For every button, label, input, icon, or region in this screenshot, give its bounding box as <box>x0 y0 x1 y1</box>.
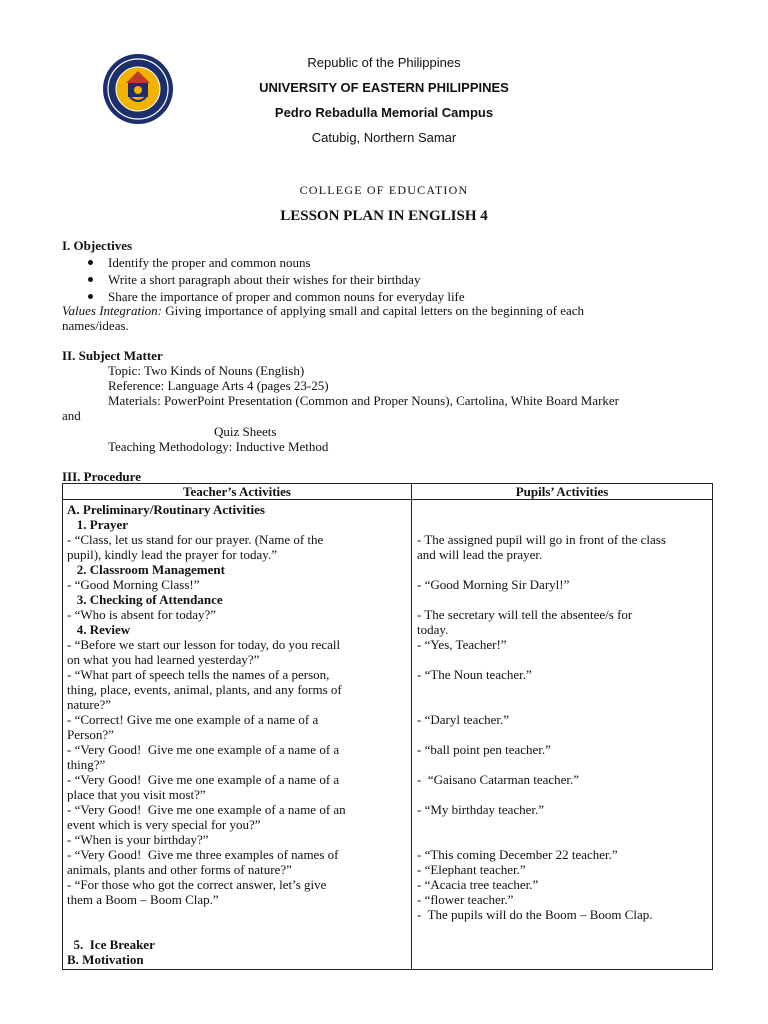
procedure-heading: III. Procedure <box>62 469 141 484</box>
teacher-activity-line: place that you visit most?” <box>67 787 206 802</box>
pupil-activity-line: today. <box>417 622 449 637</box>
pupil-activity-line: - “This coming December 22 teacher.” <box>417 847 618 862</box>
materials-and: and <box>62 408 81 423</box>
pupil-activity-line: - The secretary will tell the absentee/s for <box>417 607 633 622</box>
values-integration: Values Integration: Giving importance of applying small and capital letters on the beginning of each <box>62 303 585 318</box>
materials-quiz-sheets: Quiz Sheets <box>214 424 277 439</box>
lesson-plan-title: LESSON PLAN IN ENGLISH 4 <box>280 208 488 224</box>
campus-location: Catubig, Northern Samar <box>311 130 457 145</box>
teacher-activity-line: - “Good Morning Class!” <box>67 577 200 592</box>
methodology-line: Teaching Methodology: Inductive Method <box>108 439 329 454</box>
teacher-activity-line: event which is very special for you?” <box>67 817 261 832</box>
pupil-activity-line: - “Yes, Teacher!” <box>417 637 507 652</box>
teacher-activity-line: - “Very Good! Give me three examples of names of <box>67 847 339 862</box>
teacher-activity-line: them a Boom – Boom Clap.” <box>67 892 219 907</box>
college-name: COLLEGE OF EDUCATION <box>299 183 469 197</box>
pupil-activity-line: - The pupils will do the Boom – Boom Clap. <box>417 907 653 922</box>
teacher-activity-line: pupil), kindly lead the prayer for today.” <box>67 547 277 562</box>
pupil-activity-line: - “Daryl teacher.” <box>417 712 510 727</box>
subject-matter-heading: II. Subject Matter <box>62 348 163 363</box>
values-integration-cont: names/ideas. <box>62 318 129 333</box>
bullet-icon <box>88 294 93 299</box>
teacher-activity-line: - “Very Good! Give me one example of a name of a <box>67 772 340 787</box>
teacher-activity-line: nature?” <box>67 697 112 712</box>
teacher-activity-line: - “Very Good! Give me one example of a name of a <box>67 742 340 757</box>
campus-name: Pedro Rebadulla Memorial Campus <box>274 105 494 120</box>
teacher-activity-line: - “For those who got the correct answer, let’s give <box>67 877 327 892</box>
objectives-heading: I. Objectives <box>62 238 133 253</box>
pupil-activity-line: - “My birthday teacher.” <box>417 802 545 817</box>
teacher-activity-line: - “What part of speech tells the names of a person, <box>67 667 330 682</box>
pupil-activity-line: - “Gaisano Catarman teacher.” <box>417 772 580 787</box>
teacher-activity-line: Person?” <box>67 727 114 742</box>
pupil-activity-line: - “ball point pen teacher.” <box>417 742 551 757</box>
republic-heading: Republic of the Philippines <box>307 55 461 70</box>
procedure-table <box>62 483 713 970</box>
teacher-activity-line: 2. Classroom Management <box>67 562 225 577</box>
pupil-activity-line: - “Elephant teacher.” <box>417 862 526 877</box>
teacher-activity-line: - “Very Good! Give me one example of a name of an <box>67 802 346 817</box>
teacher-activity-line: on what you had learned yesterday?” <box>67 652 260 667</box>
teacher-activity-line: 4. Review <box>67 622 131 637</box>
teacher-activity-line: animals, plants and other forms of nature?” <box>67 862 292 877</box>
teacher-activity-line: 1. Prayer <box>67 517 129 532</box>
pupil-activity-line: - “The Noun teacher.” <box>417 667 532 682</box>
pupil-activity-line: - “flower teacher.” <box>417 892 514 907</box>
pupil-activity-line: - “Good Morning Sir Daryl!” <box>417 577 570 592</box>
bullet-icon <box>88 260 93 265</box>
teacher-activity-line: - “Class, let us stand for our prayer. (Name of the <box>67 532 324 547</box>
teacher-activity-line: 5. Ice Breaker <box>67 937 155 952</box>
pupil-activity-line: and will lead the prayer. <box>417 547 543 562</box>
university-name: UNIVERSITY OF EASTERN PHILIPPINES <box>259 80 509 95</box>
teacher-activity-line: thing?” <box>67 757 106 772</box>
pupils-activities-header: Pupils’ Activities <box>515 484 609 499</box>
column-divider <box>411 484 412 969</box>
teacher-activity-line: 3. Checking of Attendance <box>67 592 223 607</box>
teacher-activity-line: - “Who is absent for today?” <box>67 607 217 622</box>
teacher-activity-line: - “Correct! Give me one example of a name of a <box>67 712 319 727</box>
materials-line: Materials: PowerPoint Presentation (Common and Proper Nouns), Cartolina, White Board Marker <box>108 393 619 408</box>
teacher-activity-line: thing, place, events, animal, plants, and any forms of <box>67 682 342 697</box>
objective-item: Identify the proper and common nouns <box>62 254 465 271</box>
pupil-activity-line: - The assigned pupil will go in front of the class <box>417 532 666 547</box>
reference-line: Reference: Language Arts 4 (pages 23-25) <box>108 378 329 393</box>
teacher-activity-line: A. Preliminary/Routinary Activities <box>67 502 265 517</box>
objectives-list <box>62 254 465 305</box>
bullet-icon <box>88 277 93 282</box>
teacher-activity-line: - “Before we start our lesson for today, do you recall <box>67 637 341 652</box>
teacher-activity-line: - “When is your birthday?” <box>67 832 209 847</box>
objective-item: Share the importance of proper and common nouns for everyday life <box>62 288 465 305</box>
pupil-activity-line: - “Acacia tree teacher.” <box>417 877 539 892</box>
teacher-activity-line: B. Motivation <box>67 952 144 967</box>
header-divider <box>63 499 712 500</box>
topic-line: Topic: Two Kinds of Nouns (English) <box>108 363 305 378</box>
objective-item: Write a short paragraph about their wishes for their birthday <box>62 271 465 288</box>
teacher-activities-header: Teacher’s Activities <box>183 484 291 499</box>
